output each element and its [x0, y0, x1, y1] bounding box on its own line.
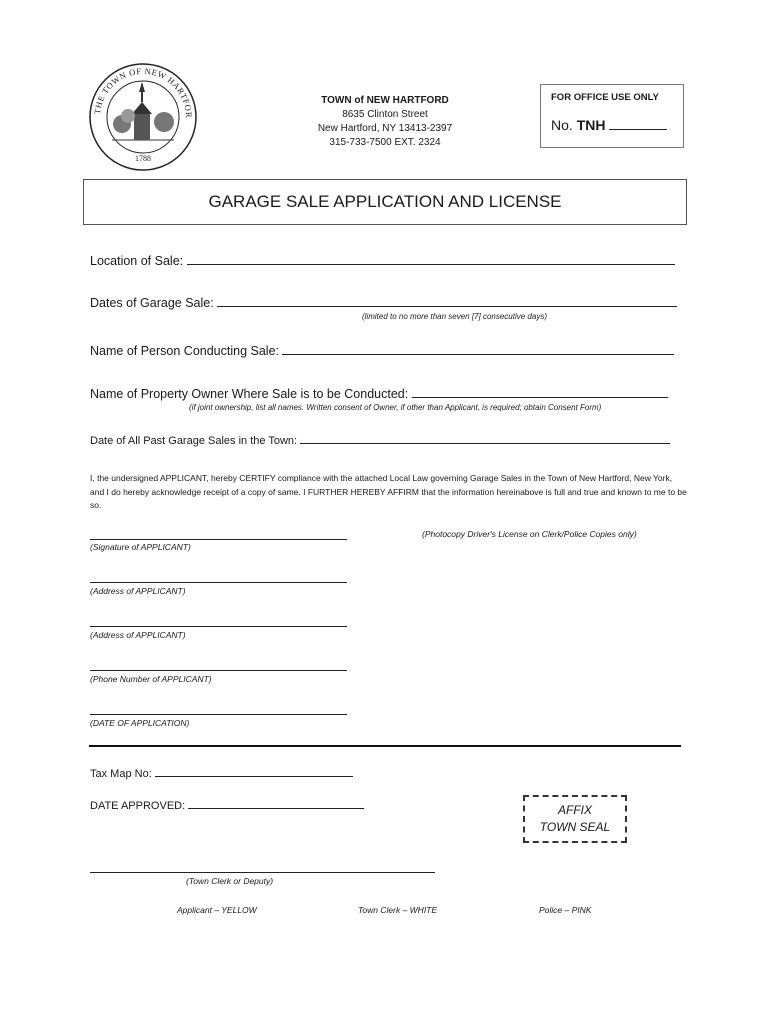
- affix-seal-line2: TOWN SEAL: [539, 820, 611, 834]
- town-name: TOWN of NEW HARTFORD: [321, 95, 449, 106]
- phone-line[interactable]: [90, 670, 347, 671]
- town-street: 8635 Clinton Street: [342, 109, 428, 120]
- town-clerk-caption: (Town Clerk or Deputy): [186, 876, 274, 886]
- affix-seal-line1: AFFIX: [557, 803, 592, 817]
- tax-map-input[interactable]: [155, 766, 353, 777]
- license-number-prefix: TNH: [576, 117, 606, 133]
- location-input[interactable]: [187, 252, 675, 265]
- application-date-caption: (DATE OF APPLICATION): [90, 718, 190, 728]
- date-approved-field: [90, 798, 364, 812]
- date-approved-label: DATE APPROVED:: [90, 800, 186, 812]
- town-phone: 315-733-7500 EXT. 2324: [329, 137, 441, 148]
- past-sales-field: [90, 433, 670, 447]
- address-line-2[interactable]: [90, 626, 347, 627]
- dates-field: [90, 294, 677, 310]
- phone-caption: (Phone Number of APPLICANT): [90, 674, 212, 684]
- address-line-1[interactable]: [90, 582, 347, 583]
- dates-input[interactable]: [217, 294, 677, 307]
- copy-town-clerk: Town Clerk – WHITE: [358, 905, 438, 915]
- person-label: Name of Person Conducting Sale:: [90, 344, 279, 358]
- tax-map-field: [90, 766, 353, 780]
- date-approved-input[interactable]: [188, 798, 364, 809]
- license-number-field[interactable]: [609, 117, 667, 130]
- town-city: New Hartford, NY 13413-2397: [317, 123, 453, 134]
- license-number-label: No.: [551, 117, 573, 133]
- past-sales-input[interactable]: [300, 433, 670, 444]
- photocopy-note: (Photocopy Driver's License on Clerk/Police Copies only): [422, 529, 637, 539]
- address-caption-2: (Address of APPLICANT): [90, 630, 186, 640]
- past-sales-label: Date of All Past Garage Sales in the Town:: [90, 435, 298, 447]
- form-title: [83, 179, 687, 225]
- owner-input[interactable]: [412, 385, 668, 398]
- form-title-text: GARAGE SALE APPLICATION AND LICENSE: [208, 192, 562, 211]
- copy-applicant: Applicant – YELLOW: [177, 905, 257, 915]
- affix-seal-box: [523, 795, 627, 843]
- location-label: Location of Sale:: [90, 254, 184, 268]
- dates-note: (limited to no more than seven [7] consecutive days): [362, 312, 547, 321]
- application-date-line[interactable]: [90, 714, 347, 715]
- owner-field: [90, 385, 668, 401]
- town-address: [300, 94, 470, 150]
- location-field: [90, 252, 675, 268]
- tax-map-label: Tax Map No:: [90, 768, 152, 780]
- person-input[interactable]: [282, 342, 674, 355]
- dates-label: Dates of Garage Sale:: [90, 296, 214, 310]
- copy-police: Police – PINK: [539, 905, 592, 915]
- owner-label: Name of Property Owner Where Sale is to be Conducted:: [90, 387, 409, 401]
- town-seal-logo: [88, 62, 198, 172]
- section-divider: [89, 745, 681, 747]
- signature-caption: (Signature of APPLICANT): [90, 542, 191, 552]
- town-clerk-line[interactable]: [90, 872, 435, 873]
- address-caption-1: (Address of APPLICANT): [90, 586, 186, 596]
- license-number: [551, 117, 667, 133]
- seal-year: 1788: [135, 154, 151, 163]
- owner-note: (if joint ownership, list all names. Written consent of Owner, if other than Applicant, is required; obtain Consent Form): [189, 403, 602, 412]
- office-use-box: [540, 84, 684, 148]
- office-use-label: FOR OFFICE USE ONLY: [551, 92, 659, 103]
- seal-text: THE TOWN OF NEW HARTFOR: [92, 65, 195, 119]
- certification-text: I, the undersigned APPLICANT, hereby CERTIFY compliance with the attached Local Law governing Garage Sales in the Town of New Hartford, New York, and I do hereby acknowledge receipt of a copy of same. I FURTHER HEREBY AFFIRM that the information hereinabove is full and true and known to me to be so.: [90, 473, 687, 510]
- person-field: [90, 342, 674, 358]
- signature-line[interactable]: [90, 539, 347, 540]
